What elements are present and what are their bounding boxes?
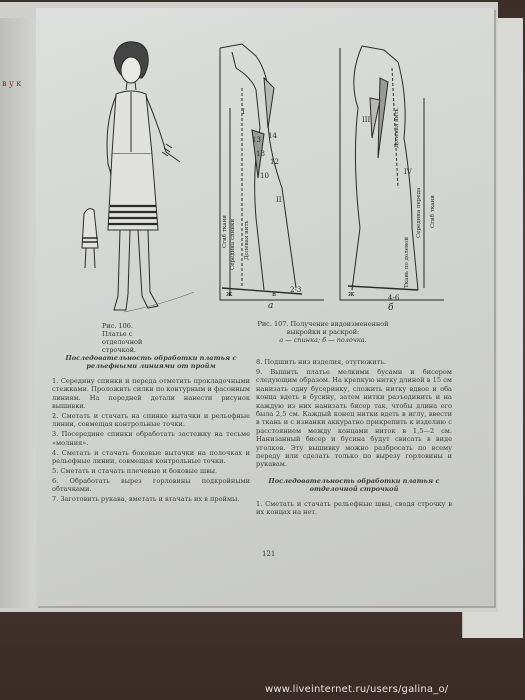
step-b1: 1. Сметать и стачать рельефные швы, сводя строчку в их концах на нет.	[256, 499, 452, 516]
panel-label-a: а	[268, 301, 274, 310]
step-5: 5. Сметать и стачать плечевые и боковые швы.	[52, 466, 218, 475]
figure-107-caption-line: Рис. 107. Получение видоизмененной выкройки и раскрой:	[257, 320, 389, 336]
open-book	[0, 2, 498, 612]
pattern-label-zh-b: ж	[348, 290, 355, 298]
figure-106-number: Рис. 106.	[102, 322, 133, 330]
panel-label-b: б	[388, 303, 394, 310]
figure-106-caption	[102, 322, 158, 354]
step-4: 4. Сметать и стачать боковые вытачки на полочках и рельефные линии, совмещая контрольные точки.	[52, 448, 250, 465]
right-column-heading: Последовательность обработки платья с отделочной строчкой	[268, 476, 440, 494]
pattern-label-II: II	[276, 196, 282, 204]
step-8: 8. Подшить низ изделия, отутюжить.	[256, 358, 387, 366]
pattern-label-zh-a: ж	[226, 290, 233, 298]
figure-106-text: Платье с отделочной строчкой.	[102, 330, 143, 354]
pattern-label-14: 14	[268, 132, 277, 140]
pattern-label-v: в	[272, 290, 276, 298]
pattern-label-2-3: 2-3	[290, 286, 302, 294]
step-7: 7. Заготовить рукава, вметать и втачать их в проймы.	[52, 495, 240, 504]
figure-107-caption-sub: а — спинка; б — полочка.	[279, 336, 367, 344]
page-number: 121	[262, 550, 276, 558]
pattern-label-I: I	[242, 108, 245, 116]
vert-label-back-center: Середина спинки	[230, 218, 236, 270]
step-1: 1. Середину спинки и переда отметить прокладочными стежками. Проложить силки по контурным и фасонным линиям. На передней детали нанести рисунок вышивки.	[52, 376, 250, 411]
pattern-label-III: III	[362, 116, 371, 124]
vert-label-fabric-grain: Ткань по долевой	[404, 236, 410, 288]
right-text-column	[256, 358, 452, 518]
vert-label-fold-a: Сгиб ткани	[222, 215, 228, 248]
pattern-label-IV: IV	[404, 168, 412, 176]
pattern-label-4-6: 4-6	[388, 294, 400, 302]
left-page-edge-text: в у к	[2, 79, 22, 88]
left-text-column	[52, 354, 250, 505]
step-6: 6. Обработать вырез горловины подкройными обтачками.	[52, 476, 250, 494]
vert-label-grain-a: Долевая нить	[244, 220, 250, 260]
watermark-url: www.liveinternet.ru/users/galina_o/	[265, 684, 449, 695]
vert-label-front-center: Середина переда	[416, 187, 422, 238]
figure-107-pattern-draft	[212, 38, 452, 310]
book-page	[36, 8, 494, 606]
vert-label-grain-b: Долевая нить	[394, 108, 400, 148]
figure-106-dress-illustration	[54, 34, 204, 324]
step-9: 9. Вышить платье мелкими бусами и бисером следующим образом. На крепкую нитку длиной в 15 см нанизать одну бусеринку, сложить нитку вдвое и оба конца вдеть в бусину, затем нитки разъединить и на каждую из них нанизать бисер так, чтобы длина его была 2,5 см. Каждый конец нитки вдеть в иглу, ввести в ткань и с изнанки аккуратно прикрепить к изделию с расстоянием между концами ниток в 1,5—2 см. Нанизанный бисер и бусина будут свисать в виде уголков. Эту вышивку можно разбросать по всему переду или сделать только по вырезу горловины и рукавам.	[256, 367, 452, 469]
pattern-label-13: 13	[252, 136, 261, 144]
figure-107-caption	[248, 320, 398, 344]
pattern-label-18: 18	[256, 150, 265, 158]
step-3: 3. Посередине спинки обработать застежку на тесьме «молния».	[52, 430, 250, 447]
step-2: 2. Сметать и стачать на спинке вытачки и рельефные линии, совмещая контрольные точки.	[52, 411, 250, 429]
pattern-label-10: 10	[260, 172, 269, 180]
left-page-strip	[0, 18, 39, 608]
pattern-label-12: 12	[270, 158, 279, 166]
left-column-heading: Последовательность обработки платья с рельефными линиями от пройм	[65, 354, 237, 371]
vert-label-fold-b: Сгиб ткани	[430, 195, 436, 228]
